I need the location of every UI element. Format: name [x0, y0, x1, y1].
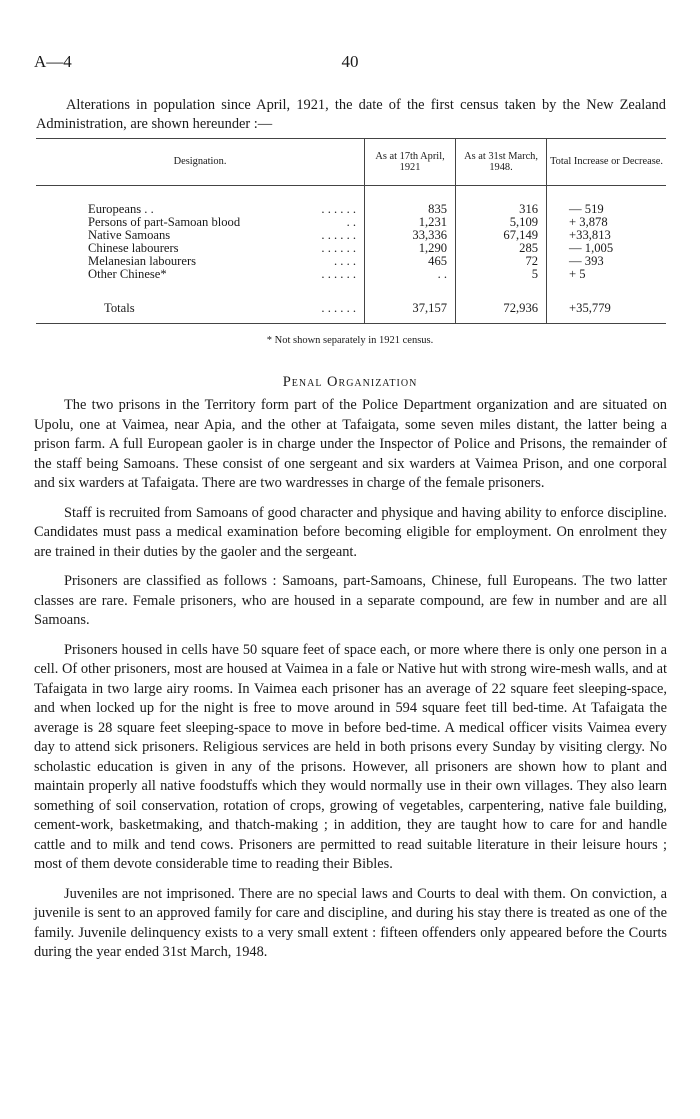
table-spacer-row [36, 281, 666, 293]
section-body [34, 396, 667, 973]
row-value-1921: . . [365, 268, 456, 281]
row-change: — 519 [547, 186, 666, 217]
paragraph: Prisoners are classified as follows : Samoans, part-Samoans, Chinese, full Europeans. The two latter classes are rare. Female prisoners, who are housed in a separate compound, are few in number and are all Samoans. [34, 573, 667, 628]
totals-change: +35,779 [547, 293, 666, 324]
paragraph: Prisoners housed in cells have 50 square feet of space each, or more where there is only one person in a cell. Of other prisoners, most are housed at Vaimea in a fale or Native hut with strong wire-mesh walls, and at Tafaigata in two large airy rooms. In Vaimea each prisoner has an average of 22 square feet sleeping-space, and when locked up for the night is free to move around in 594 square feet till bed-time. At Tafaigata the average is 28 square feet sleeping-space to move in before bed-time. A medical officer visits Vaimea every day to attend sick prisoners. Religious services are held in both prisons every Sunday by visiting clergy. No scholastic education is given in any of the prisons. However, all prisoners are shown how to plant and maintain properly all native foodstuffs which they would normally use in their own villages. They also learn something of soil conservation, rotation of crops, growing of vegetables, carpentering, native fale building, cement-work, basketmaking, and thatch-making ; in addition, they are taught how to care for and handle cattle and to milk and tend cows. Prisoners are permitted to read suitable literature in their leisure hours ; most of them devote considerable time to reading their Bibles. [34, 641, 667, 872]
header-1948: As at 31st March, 1948. [456, 139, 547, 186]
row-change: — 1,005 [547, 242, 666, 255]
row-leader-dots: . . . . . . [321, 202, 357, 216]
table-row [36, 186, 666, 217]
row-designation: Other Chinese* [88, 267, 167, 281]
totals-value-1921: 37,157 [365, 293, 456, 324]
totals-label: Totals [36, 293, 307, 324]
paragraph: Juveniles are not imprisoned. There are no special laws and Courts to deal with them. On conviction, a juvenile is sent to an approved family for care and discipline, and during his stay there is treated as one of the family. Juvenile delinquency exists to a very small extent : fifteen offenders only appeared before the Courts during the year ended 31st March, 1948. [34, 885, 667, 960]
paragraph: The two prisons in the Territory form part of the Police Department organization and are situated on Upolu, one at Vaimea, near Apia, and the other at Tafaigata, some seven miles distant, the latter being a prison farm. A full European gaoler is in charge under the Inspector of Police and Prisons, the remainder of the staff being Samoans. These consist of one sergeant and six warders at Vaimea Prison, and one corporal and six warders at Tafaigata. There are two wardresses in charge of the female prisoners. [34, 397, 667, 491]
document-reference: A—4 [34, 52, 72, 71]
row-designation: Native Samoans [88, 228, 171, 242]
row-value-1921: 1,231 [365, 216, 456, 229]
row-leader-dots: . . . . . . [321, 267, 357, 281]
row-change: + 3,878 [547, 216, 666, 229]
row-value-1948: 5,109 [456, 216, 547, 229]
page-number: 40 [341, 52, 359, 71]
row-designation: Chinese labourers [88, 241, 179, 255]
row-designation: Persons of part-Samoan blood [88, 215, 241, 229]
row-value-1921: 835 [365, 186, 456, 217]
row-leader-dots: . . . . [334, 254, 357, 268]
row-leader-dots: . . [346, 215, 357, 229]
row-value-1948: 316 [456, 186, 547, 217]
row-change: +33,813 [547, 229, 666, 242]
row-change: — 393 [547, 255, 666, 268]
table-header-row [36, 139, 666, 186]
intro-paragraph: Alterations in population since April, 1921, the date of the first census taken by the New Zealand Administration, are shown hereunder :— [36, 97, 666, 132]
table-row [36, 268, 666, 281]
row-designation: Europeans . . [88, 202, 154, 216]
population-table [36, 138, 666, 324]
row-leader-dots: . . . . . . [321, 241, 357, 255]
row-designation: Melanesian labourers [88, 254, 197, 268]
row-value-1921: 33,336 [365, 229, 456, 242]
section-title: Penal Organization [282, 374, 418, 390]
totals-value-1948: 72,936 [456, 293, 547, 324]
row-value-1948: 72 [456, 255, 547, 268]
totals-row [36, 293, 666, 324]
table-footnote: * Not shown separately in 1921 census. [266, 335, 434, 346]
header-change: Total Increase or Decrease. [547, 139, 666, 186]
header-1921: As at 17th April, 1921 [365, 139, 456, 186]
totals-leader-dots: . . . . . . [307, 293, 364, 324]
row-leader-dots: . . . . . . [321, 228, 357, 242]
page-header [34, 52, 666, 74]
paragraph: Staff is recruited from Samoans of good character and physique and having ability to enforce discipline. Candidates must pass a medical examination before becoming eligible for employment. On enrolment they are trained in their duties by the gaoler and the sergeant. [34, 504, 667, 560]
row-value-1921: 1,290 [365, 242, 456, 255]
row-value-1948: 67,149 [456, 229, 547, 242]
row-change: + 5 [547, 268, 666, 281]
header-designation: Designation. [36, 139, 365, 186]
row-value-1948: 5 [456, 268, 547, 281]
row-value-1921: 465 [365, 255, 456, 268]
row-value-1948: 285 [456, 242, 547, 255]
